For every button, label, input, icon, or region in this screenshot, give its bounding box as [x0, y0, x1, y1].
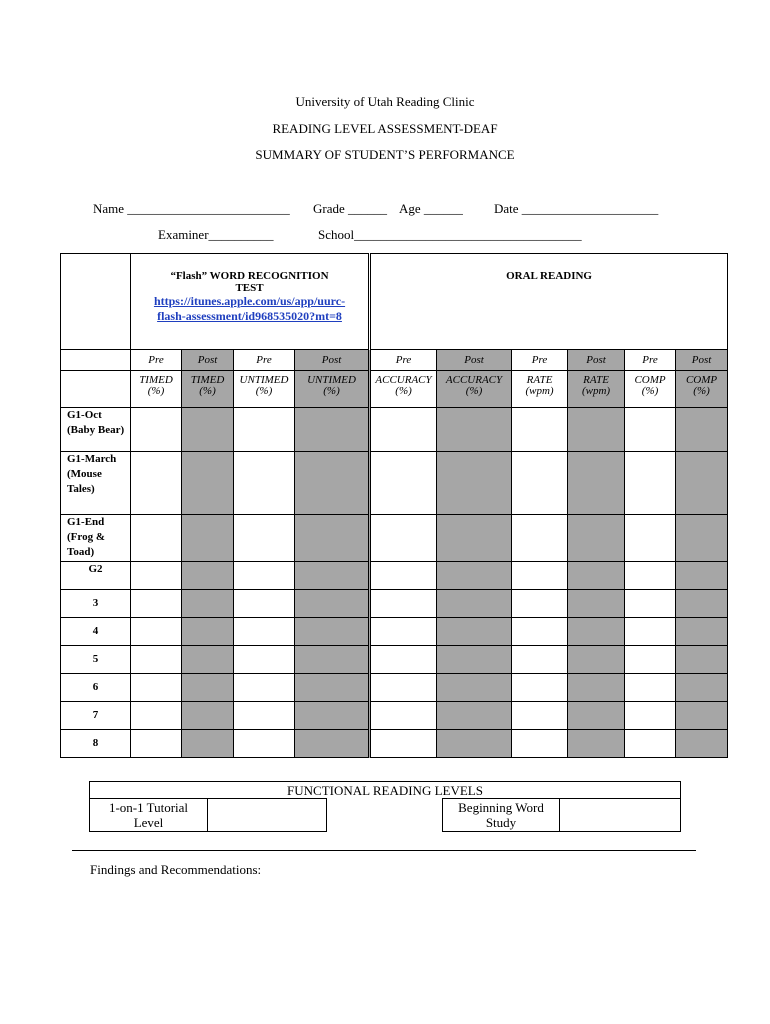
score-cell[interactable]: [676, 618, 728, 646]
row-label: 6: [61, 674, 131, 702]
score-cell[interactable]: [625, 452, 676, 515]
score-cell[interactable]: [295, 674, 370, 702]
col-pre-rate: Pre: [512, 350, 568, 371]
score-cell[interactable]: [512, 674, 568, 702]
score-cell[interactable]: [182, 515, 234, 562]
score-cell[interactable]: [568, 702, 625, 730]
score-cell[interactable]: [182, 452, 234, 515]
score-cell[interactable]: [234, 702, 295, 730]
school-field[interactable]: School___________________________________: [318, 227, 582, 242]
functional-title: FUNCTIONAL READING LEVELS: [90, 782, 681, 799]
score-cell[interactable]: [295, 452, 370, 515]
table-row: [61, 702, 728, 730]
col-post-timed: Post: [182, 350, 234, 371]
score-cell[interactable]: [437, 646, 512, 674]
col-pre-accuracy: Pre: [370, 350, 437, 371]
row-label: 3: [61, 590, 131, 618]
flash-title-2: TEST: [235, 282, 264, 294]
score-cell[interactable]: [131, 515, 182, 562]
score-cell[interactable]: [568, 452, 625, 515]
score-cell[interactable]: [512, 646, 568, 674]
col-post-untimed: Post: [295, 350, 370, 371]
score-cell[interactable]: [512, 590, 568, 618]
score-cell[interactable]: [676, 646, 728, 674]
score-cell[interactable]: [676, 515, 728, 562]
score-cell[interactable]: [234, 730, 295, 758]
score-cell[interactable]: [182, 618, 234, 646]
score-cell[interactable]: [625, 590, 676, 618]
score-cell[interactable]: [370, 515, 437, 562]
score-cell[interactable]: [437, 702, 512, 730]
assessment-title: READING LEVEL ASSESSMENT-DEAF: [272, 121, 498, 136]
score-cell[interactable]: [676, 562, 728, 590]
score-cell[interactable]: [131, 590, 182, 618]
score-cell[interactable]: [625, 674, 676, 702]
table-row: [61, 562, 728, 590]
score-cell[interactable]: [437, 452, 512, 515]
score-cell[interactable]: [437, 618, 512, 646]
sub-label: UNTIMED (%): [295, 371, 370, 408]
score-cell[interactable]: [234, 674, 295, 702]
score-cell[interactable]: [676, 674, 728, 702]
sub-label: RATE (wpm): [512, 371, 568, 408]
table-row: [61, 452, 728, 515]
score-cell[interactable]: [131, 618, 182, 646]
score-cell[interactable]: [512, 452, 568, 515]
clinic-name: University of Utah Reading Clinic: [295, 94, 475, 109]
row-label: 4: [61, 618, 131, 646]
score-cell[interactable]: [437, 562, 512, 590]
table-row: [61, 674, 728, 702]
score-cell[interactable]: [131, 730, 182, 758]
sub-label: TIMED (%): [182, 371, 234, 408]
row-label: 7: [61, 702, 131, 730]
sub-label: UNTIMED (%): [234, 371, 295, 408]
score-cell[interactable]: [131, 674, 182, 702]
score-cell[interactable]: [182, 674, 234, 702]
score-cell[interactable]: [234, 452, 295, 515]
col-pre-untimed: Pre: [234, 350, 295, 371]
col-pre-comp: Pre: [625, 350, 676, 371]
flash-link-1[interactable]: https://itunes.apple.com/us/app/uurc-: [153, 294, 346, 308]
score-cell[interactable]: [437, 408, 512, 452]
score-cell[interactable]: [676, 730, 728, 758]
score-cell[interactable]: [568, 618, 625, 646]
flash-title-1: “Flash” WORD RECOGNITION: [170, 270, 329, 282]
col-post-accuracy: Post: [437, 350, 512, 371]
score-cell[interactable]: [625, 646, 676, 674]
sub-label: COMP (%): [625, 371, 676, 408]
score-cell[interactable]: [370, 730, 437, 758]
score-cell[interactable]: [234, 562, 295, 590]
row-label: G1-Oct (Baby Bear): [61, 408, 131, 452]
score-cell[interactable]: [295, 562, 370, 590]
functional-levels-table: [89, 781, 681, 832]
score-cell[interactable]: [370, 646, 437, 674]
score-cell[interactable]: [182, 562, 234, 590]
score-cell[interactable]: [568, 590, 625, 618]
word-study-label: Beginning Word Study: [443, 799, 560, 832]
flash-link-2[interactable]: flash-assessment/id968535020?mt=8: [157, 309, 342, 323]
score-cell[interactable]: [676, 452, 728, 515]
table-row: [61, 515, 728, 562]
row-label: G1-March (Mouse Tales): [61, 452, 131, 515]
table-row: [61, 618, 728, 646]
flash-header: [131, 254, 370, 350]
examiner-field[interactable]: Examiner__________: [158, 227, 274, 242]
oral-title: ORAL READING: [506, 270, 592, 282]
row-label: 5: [61, 646, 131, 674]
score-cell[interactable]: [512, 515, 568, 562]
score-cell[interactable]: [182, 408, 234, 452]
score-cell[interactable]: [568, 646, 625, 674]
score-cell[interactable]: [131, 702, 182, 730]
score-cell[interactable]: [568, 408, 625, 452]
score-cell[interactable]: [234, 515, 295, 562]
summary-title: SUMMARY OF STUDENT’S PERFORMANCE: [255, 147, 515, 162]
score-cell[interactable]: [512, 408, 568, 452]
score-cell[interactable]: [625, 702, 676, 730]
score-cell[interactable]: [131, 452, 182, 515]
score-cell[interactable]: [234, 646, 295, 674]
score-cell[interactable]: [437, 515, 512, 562]
score-cell[interactable]: [131, 646, 182, 674]
score-cell[interactable]: [512, 618, 568, 646]
grade-field[interactable]: Grade ______: [313, 201, 388, 216]
score-cell[interactable]: [295, 590, 370, 618]
score-cell[interactable]: [131, 562, 182, 590]
score-cell[interactable]: [568, 515, 625, 562]
score-cell[interactable]: [182, 730, 234, 758]
score-cell[interactable]: [625, 408, 676, 452]
score-cell[interactable]: [568, 730, 625, 758]
table-row: [61, 646, 728, 674]
score-cell[interactable]: [234, 590, 295, 618]
corner-cell: [61, 254, 131, 350]
score-cell[interactable]: [568, 562, 625, 590]
score-cell[interactable]: [295, 408, 370, 452]
score-cell[interactable]: [437, 590, 512, 618]
score-cell[interactable]: [437, 730, 512, 758]
table-row: [61, 730, 728, 758]
score-cell[interactable]: [437, 674, 512, 702]
score-cell[interactable]: [512, 730, 568, 758]
score-cell[interactable]: [370, 408, 437, 452]
row-label: G1-End (Frog & Toad): [61, 515, 131, 562]
score-cell[interactable]: [370, 452, 437, 515]
score-cell[interactable]: [676, 408, 728, 452]
score-cell[interactable]: [568, 674, 625, 702]
table-row: [61, 408, 728, 452]
col-post-rate: Post: [568, 350, 625, 371]
score-cell[interactable]: [182, 646, 234, 674]
score-cell[interactable]: [625, 618, 676, 646]
table-row: [61, 590, 728, 618]
score-cell[interactable]: [295, 702, 370, 730]
col-pre-timed: Pre: [131, 350, 182, 371]
score-cell[interactable]: [295, 515, 370, 562]
row-label: G2: [61, 562, 131, 590]
score-cell[interactable]: [512, 562, 568, 590]
sub-label: RATE (wpm): [568, 371, 625, 408]
score-cell[interactable]: [370, 674, 437, 702]
table-body: [61, 408, 728, 758]
word-study-input[interactable]: [560, 799, 681, 832]
score-cell[interactable]: [512, 702, 568, 730]
score-cell[interactable]: [625, 562, 676, 590]
score-cell[interactable]: [676, 702, 728, 730]
score-cell[interactable]: [131, 408, 182, 452]
col-post-comp: Post: [676, 350, 728, 371]
score-cell[interactable]: [295, 646, 370, 674]
age-field[interactable]: Age ______: [399, 201, 463, 216]
sub-label: TIMED (%): [131, 371, 182, 408]
assessment-table: [60, 253, 728, 758]
score-cell[interactable]: [370, 590, 437, 618]
score-cell[interactable]: [625, 730, 676, 758]
score-cell[interactable]: [370, 562, 437, 590]
score-cell[interactable]: [370, 618, 437, 646]
sub-label: ACCURACY (%): [370, 371, 437, 408]
score-cell[interactable]: [676, 590, 728, 618]
divider: [72, 850, 696, 851]
score-cell[interactable]: [295, 730, 370, 758]
tutorial-level-label: 1-on-1 Tutorial Level: [90, 799, 208, 832]
score-cell[interactable]: [625, 515, 676, 562]
tutorial-level-input[interactable]: [208, 799, 327, 832]
score-cell[interactable]: [182, 702, 234, 730]
score-cell[interactable]: [370, 702, 437, 730]
date-field[interactable]: Date _____________________: [494, 201, 659, 216]
score-cell[interactable]: [182, 590, 234, 618]
score-cell[interactable]: [234, 408, 295, 452]
sub-label: ACCURACY (%): [437, 371, 512, 408]
score-cell[interactable]: [295, 618, 370, 646]
findings-label: Findings and Recommendations:: [90, 862, 262, 877]
name-field[interactable]: Name _________________________: [93, 201, 290, 216]
row-label: 8: [61, 730, 131, 758]
score-cell[interactable]: [234, 618, 295, 646]
oral-reading-header: [370, 254, 728, 350]
sub-label: COMP (%): [676, 371, 728, 408]
